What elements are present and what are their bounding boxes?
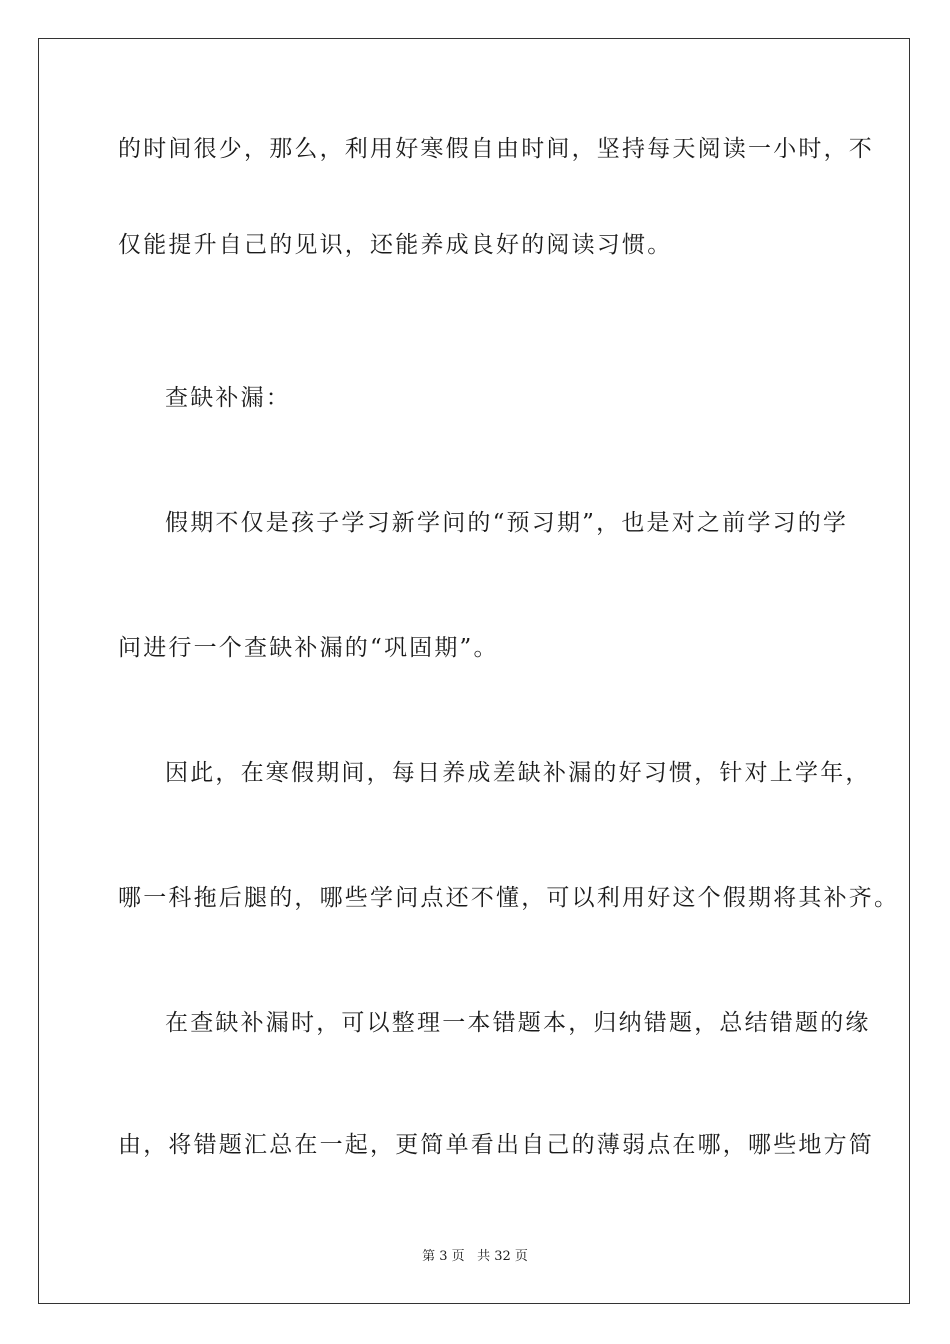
text-line: 仅能提升自己的见识，还能养成良好的阅读习惯。	[118, 232, 673, 258]
text-line: 的时间很少，那么，利用好寒假自由时间，坚持每天阅读一小时，不	[118, 136, 874, 162]
page-number: 第 3 页	[422, 1249, 465, 1264]
text-line: 由，将错题汇总在一起，更简单看出自己的薄弱点在哪，哪些地方简	[118, 1132, 874, 1158]
section-heading: 查缺补漏：	[165, 385, 291, 411]
text-line: 在查缺补漏时，可以整理一本错题本，归纳错题，总结错题的缘	[165, 1010, 871, 1036]
text-line: 因此，在寒假期间，每日养成差缺补漏的好习惯，针对上学年，	[165, 760, 871, 786]
page-frame	[38, 38, 910, 1304]
page-footer	[0, 1248, 950, 1266]
text-line: 问进行一个查缺补漏的“巩固期”。	[118, 635, 499, 661]
page-total: 共 32 页	[477, 1249, 528, 1264]
text-line: 假期不仅是孩子学习新学问的“预习期”，也是对之前学习的学	[165, 510, 849, 536]
text-line: 哪一科拖后腿的，哪些学问点还不懂，可以利用好这个假期将其补齐。	[118, 885, 900, 911]
